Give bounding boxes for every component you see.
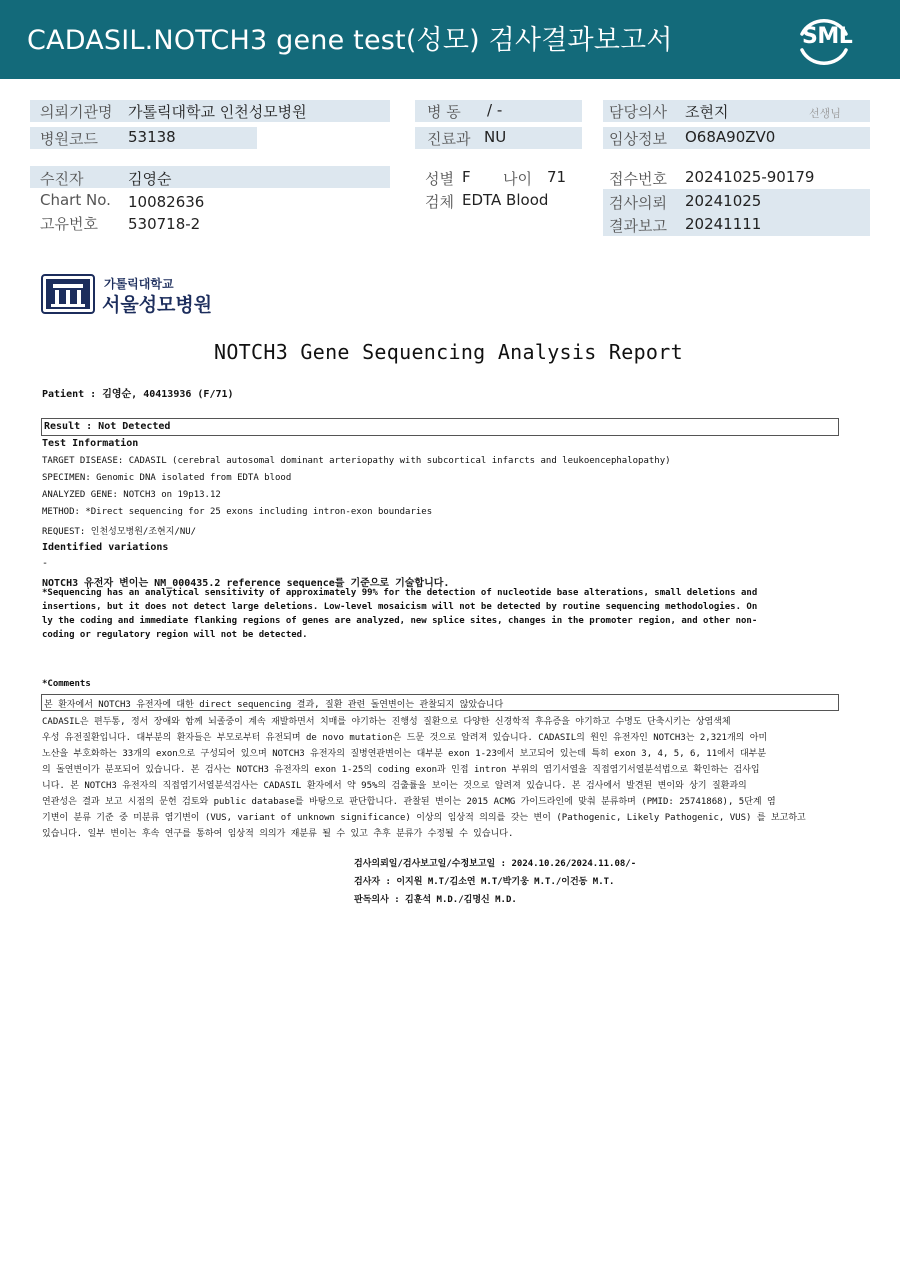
result-text: Result : Not Detected — [44, 421, 171, 432]
readers-line: 판독의사 : 김훈석 M.D./김명신 M.D. — [354, 895, 517, 905]
unique-label: 고유번호 — [40, 215, 98, 233]
comment-line-1: CADASIL은 편두통, 정서 장애와 함께 뇌졸중이 계속 재발하면서 치매를 야기하는 진행성 질환으로 다양한 신경학적 후유증을 야기하고 수명도 단축시키는 상염색체 — [42, 717, 731, 727]
institution-label: 의뢰기관명 — [40, 103, 113, 121]
patient-bar — [30, 166, 390, 188]
examiners-line: 검사자 : 이지원 M.T/김소연 M.T/박기웅 M.T./이건동 M.T. — [354, 877, 615, 887]
reference-line: NOTCH3 유전자 변이는 NM_000435.2 reference sequence를 기준으로 기술합니다. — [42, 578, 450, 589]
specimen-label: 검체 — [425, 193, 454, 211]
patient-label: 수진자 — [40, 170, 84, 188]
hospital-code-value: 53138 — [128, 128, 176, 146]
patient-line: Patient : 김영순, 40413936 (F/71) — [42, 389, 234, 400]
identified-heading: Identified variations — [42, 542, 169, 553]
comment-line-2: 우성 유전질환입니다. 대부분의 환자들은 부모로부터 유전되며 de novo mutation은 드문 것으로 알려져 있습니다. CADASIL의 원인 유전자인 NOTCH3는 2,321개의 아미 — [42, 733, 768, 743]
sensitivity-line-4: coding or regulatory region will not be detected. — [42, 630, 308, 640]
sml-logo — [792, 12, 856, 68]
request-value: 20241025 — [685, 192, 762, 210]
comment-line-7: 기변이 분류 기준 중 미분류 염기변이 (VUS, variant of unknown significance) 이상의 임상적 의의를 갖는 변이 (Pathogenic, Likely Pathogenic, VUS) 를 보고하고 — [42, 813, 806, 823]
ward-value: / - — [487, 101, 503, 119]
dates-line: 검사의뢰일/검사보고일/수정보고일 : 2024.10.26/2024.11.08/- — [354, 859, 637, 869]
report-title: NOTCH3 Gene Sequencing Analysis Report — [214, 340, 683, 364]
hospital-logo-small: 가톨릭대학교 — [104, 277, 174, 291]
specimen-value: EDTA Blood — [462, 191, 549, 209]
target-disease: TARGET DISEASE: CADASIL (cerebral autosomal dominant arteriopathy with subcortical infarcts and leukoencephalopathy) — [42, 456, 671, 466]
chart-value: 10082636 — [128, 193, 205, 211]
dept-label: 진료과 — [427, 130, 471, 148]
hospital-emblem-icon — [41, 274, 95, 314]
sex-value: F — [462, 168, 471, 186]
request-line: REQUEST: 인천성모병원/조현지/NU/ — [42, 527, 197, 537]
comments-heading: *Comments — [42, 679, 91, 689]
doctor-suffix: 선생님 — [809, 107, 841, 120]
identified-value: - — [42, 558, 49, 569]
hospital-logo-big: 서울성모병원 — [102, 294, 213, 316]
receipt-value: 20241025-90179 — [685, 168, 815, 186]
comment-box-text: 본 환자에서 NOTCH3 유전자에 대한 direct sequencing 결과, 질환 관련 돌연변이는 관찰되지 않았습니다 — [44, 700, 504, 710]
clinical-value: O68A90ZV0 — [685, 128, 776, 146]
sensitivity-line-2: insertions, but it does not detect large deletions. Low-level mosaicism will not be detected by routine sequencing methodologies. On — [42, 602, 758, 612]
sml-logo-text: SML — [802, 24, 853, 49]
age-label: 나이 — [503, 170, 532, 188]
sensitivity-line-1: *Sequencing has an analytical sensitivity of approximately 99% for the detection of nucleotide base alterations, small deletions and — [42, 588, 758, 598]
result-date-value: 20241111 — [685, 215, 762, 233]
doctor-value: 조현지 — [685, 103, 729, 121]
receipt-label: 접수번호 — [609, 170, 667, 188]
dept-value: NU — [484, 128, 507, 146]
test-info-heading: Test Information — [42, 438, 139, 449]
comment-line-8: 있습니다. 일부 변이는 후속 연구를 통하여 임상적 의의가 재분류 될 수 있고 추후 분류가 수정될 수 있습니다. — [42, 829, 514, 839]
patient-value: 김영순 — [128, 170, 172, 188]
comment-line-6: 연관성은 결과 보고 시점의 문헌 검토와 public database를 바탕으로 판단합니다. 관찰된 변이는 2015 ACMG 가이드라인에 맞춰 분류하며 (PMID: 25741868), 5단계 염 — [42, 797, 776, 807]
specimen-line: SPECIMEN: Genomic DNA isolated from EDTA blood — [42, 473, 292, 483]
report-header-title: CADASIL.NOTCH3 gene test(성모) 검사결과보고서 — [27, 25, 673, 56]
method-line: METHOD: *Direct sequencing for 25 exons including intron-exon boundaries — [42, 507, 433, 517]
comment-line-4: 의 돌연변이가 분포되어 있습니다. 본 검사는 NOTCH3 유전자의 exon 1-25의 coding exon과 인접 intron 부위의 염기서열을 직접염기서열분석법으로 확인하는 검사입 — [42, 765, 760, 775]
chart-label: Chart No. — [40, 191, 111, 209]
result-date-label: 결과보고 — [609, 217, 667, 235]
analyzed-gene: ANALYZED GENE: NOTCH3 on 19p13.12 — [42, 490, 221, 500]
age-value: 71 — [547, 168, 567, 186]
request-label: 검사의뢰 — [609, 194, 667, 212]
comment-line-5: 니다. 본 NOTCH3 유전자의 직접염기서열분석검사는 CADASIL 환자에서 약 95%의 검출률을 보이는 것으로 알려져 있습니다. 본 검사에서 발견된 변이와 상기 질환과의 — [42, 781, 747, 791]
doctor-label: 담당의사 — [609, 103, 667, 121]
sex-label: 성별 — [425, 170, 454, 188]
comment-line-3: 노산을 부호화하는 33개의 exon으로 구성되어 있으며 NOTCH3 유전자의 질병연관변이는 대부분 exon 1-23에서 보고되어 있는데 특히 exon 3, 4, 5, 6, 11에서 대부분 — [42, 749, 767, 759]
institution-value: 가톨릭대학교 인천성모병원 — [128, 103, 307, 121]
unique-value: 530718-2 — [128, 215, 201, 233]
hospital-code-label: 병원코드 — [40, 130, 98, 148]
header-bar — [0, 0, 900, 79]
sensitivity-line-3: ly the coding and immediate flanking regions of genes are analyzed, new splice sites, changes in the promoter region, and other non- — [42, 616, 758, 626]
clinical-label: 임상정보 — [609, 130, 667, 148]
ward-label: 병 동 — [427, 103, 461, 121]
